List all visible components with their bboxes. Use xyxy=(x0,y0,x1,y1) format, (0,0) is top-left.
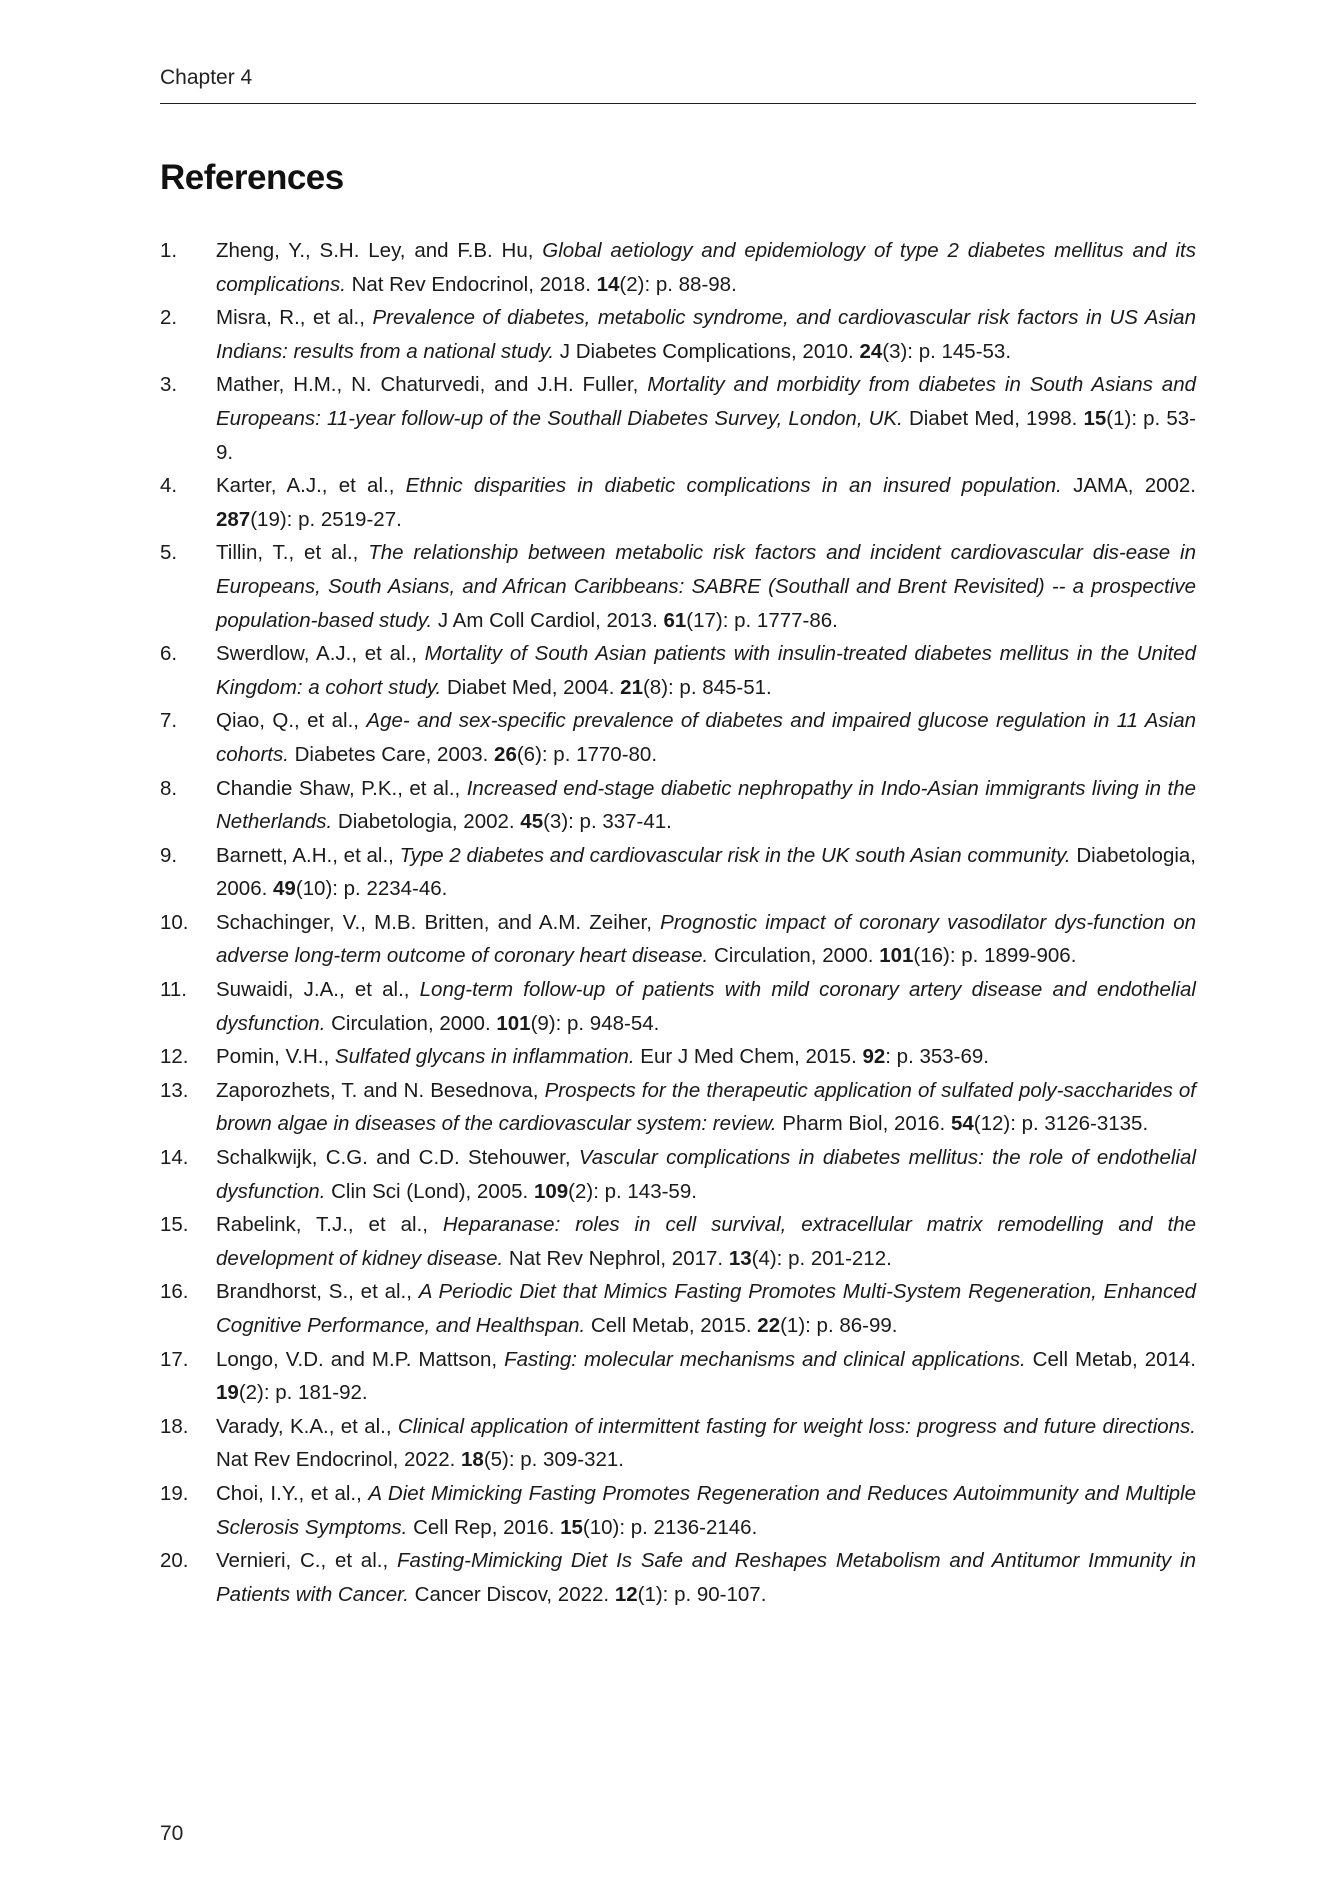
reference-source: Cell Rep, 2016. xyxy=(407,1515,561,1539)
reference-title: Ethnic disparities in diabetic complications in an insured population. xyxy=(405,474,1062,498)
reference-number: 14. xyxy=(160,1146,189,1170)
reference-pages: (3): p. 337-41. xyxy=(543,810,672,834)
reference-volume: 12 xyxy=(614,1582,638,1606)
section-title: References xyxy=(160,158,344,197)
reference-authors: Brandhorst, S., et al., xyxy=(216,1280,419,1304)
reference-pages: (6): p. 1770-80. xyxy=(516,742,658,766)
reference-number: 4. xyxy=(160,474,178,498)
reference-title: Type 2 diabetes and cardiovascular risk in the UK south Asian community. xyxy=(399,843,1071,867)
reference-number: 9. xyxy=(160,843,178,867)
reference-volume: 54 xyxy=(950,1112,974,1136)
reference-title: Clinical application of intermittent fasting for weight loss: progress and future directions. xyxy=(397,1414,1196,1438)
reference-source: J Diabetes Complications, 2010. xyxy=(554,339,860,363)
reference-pages: (2): p. 143-59. xyxy=(568,1179,697,1203)
reference-source: J Am Coll Cardiol, 2013. xyxy=(432,608,664,632)
reference-source: Eur J Med Chem, 2015. xyxy=(634,1045,863,1069)
reference-volume: 15 xyxy=(1083,406,1107,430)
reference-source: Circulation, 2000. xyxy=(708,944,880,968)
reference-number: 7. xyxy=(160,709,178,733)
reference-title: Mortality of South Asian patients with insulin-treated diabetes mellitus in the United Kingdom: a cohort study. xyxy=(216,642,1196,699)
reference-pages: (8): p. 845-51. xyxy=(642,675,772,699)
reference-item xyxy=(160,1544,1196,1611)
reference-authors: Mather, H.M., N. Chaturvedi, and J.H. Fuller, xyxy=(216,373,648,397)
reference-source: Pharm Biol, 2016. xyxy=(776,1112,951,1136)
reference-item xyxy=(160,1208,1196,1275)
reference-volume: 26 xyxy=(494,742,517,766)
reference-source: Nat Rev Endocrinol, 2018. xyxy=(345,272,597,296)
reference-volume: 24 xyxy=(859,339,883,363)
reference-pages: (3): p. 145-53. xyxy=(882,339,1012,363)
reference-item xyxy=(160,1343,1196,1410)
reference-list xyxy=(160,234,1196,1611)
reference-volume: 101 xyxy=(496,1011,531,1035)
reference-pages: (10): p. 2234-46. xyxy=(295,877,448,901)
reference-item xyxy=(160,1040,1196,1074)
reference-item xyxy=(160,368,1196,469)
reference-authors: Chandie Shaw, P.K., et al., xyxy=(216,776,467,800)
reference-pages: (2): p. 181-92. xyxy=(238,1381,368,1405)
reference-item xyxy=(160,1410,1196,1477)
reference-volume: 45 xyxy=(520,810,544,834)
reference-pages: (17): p. 1777-86. xyxy=(686,608,838,632)
reference-authors: Vernieri, C., et al., xyxy=(216,1549,397,1573)
reference-authors: Swerdlow, A.J., et al., xyxy=(216,642,425,666)
reference-number: 5. xyxy=(160,541,178,565)
reference-source: Cancer Discov, 2022. xyxy=(408,1582,615,1606)
reference-volume: 49 xyxy=(273,877,296,901)
reference-item xyxy=(160,637,1196,704)
reference-title: A Periodic Diet that Mimics Fasting Promotes Multi-System Regeneration, Enhanced Cognitive Performance, and Healthspan. xyxy=(216,1280,1197,1337)
reference-source: Circulation, 2000. xyxy=(325,1011,497,1035)
reference-authors: Pomin, V.H., xyxy=(216,1045,335,1069)
running-head: Chapter 4 xyxy=(160,66,253,89)
reference-authors: Karter, A.J., et al., xyxy=(216,474,406,498)
reference-authors: Longo, V.D. and M.P. Mattson, xyxy=(216,1347,505,1371)
reference-volume: 92 xyxy=(862,1045,886,1069)
reference-source: Diabet Med, 1998. xyxy=(902,406,1084,430)
reference-volume: 18 xyxy=(461,1448,484,1472)
reference-source: Diabetologia, 2006. xyxy=(216,843,1196,901)
reference-number: 6. xyxy=(160,642,178,666)
reference-number: 11. xyxy=(160,978,187,1002)
reference-authors: Schalkwijk, C.G. and C.D. Stehouwer, xyxy=(216,1146,579,1170)
reference-volume: 287 xyxy=(216,507,251,531)
reference-title: Prevalence of diabetes, metabolic syndrome, and cardiovascular risk factors in US Asian Indians: results from a national study. xyxy=(216,306,1196,363)
reference-title: Heparanase: roles in cell survival, extracellular matrix remodelling and the development of kidney disease. xyxy=(216,1213,1197,1270)
reference-title: A Diet Mimicking Fasting Promotes Regeneration and Reduces Autoimmunity and Multiple Sclerosis Symptoms. xyxy=(216,1481,1197,1539)
reference-number: 18. xyxy=(160,1414,189,1438)
reference-authors: Suwaidi, J.A., et al., xyxy=(216,978,420,1002)
reference-pages: (19): p. 2519-27. xyxy=(250,507,402,531)
reference-number: 10. xyxy=(160,910,189,934)
reference-item xyxy=(160,1074,1196,1141)
reference-volume: 109 xyxy=(533,1179,569,1203)
reference-item xyxy=(160,234,1196,301)
reference-item xyxy=(160,536,1196,637)
reference-item xyxy=(160,1477,1196,1544)
reference-volume: 61 xyxy=(663,608,687,632)
reference-number: 13. xyxy=(160,1078,189,1102)
reference-number: 16. xyxy=(160,1280,189,1304)
reference-title: Prognostic impact of coronary vasodilator dys-function on adverse long-term outcome of coronary heart disease. xyxy=(216,910,1197,968)
reference-number: 2. xyxy=(160,306,178,330)
reference-pages: (4): p. 201-212. xyxy=(751,1246,892,1270)
reference-source: Nat Rev Nephrol, 2017. xyxy=(503,1246,729,1270)
reference-authors: Tillin, T., et al., xyxy=(216,541,369,565)
reference-number: 19. xyxy=(160,1481,189,1505)
reference-authors: Schachinger, V., M.B. Britten, and A.M. Zeiher, xyxy=(216,910,661,934)
reference-title: Prospects for the therapeutic application of sulfated poly-saccharides of brown algae in diseases of the cardiovascular system: review. xyxy=(216,1078,1196,1136)
reference-pages: (1): p. 86-99. xyxy=(780,1314,898,1337)
reference-title: Age- and sex-specific prevalence of diabetes and impaired glucose regulation in 11 Asian cohorts. xyxy=(216,709,1197,766)
reference-pages: (5): p. 309-321. xyxy=(483,1448,624,1472)
reference-authors: Zaporozhets, T. and N. Besednova, xyxy=(216,1078,545,1102)
reference-pages: : p. 353-69. xyxy=(885,1045,989,1069)
reference-number: 3. xyxy=(160,373,178,397)
reference-title: Mortality and morbidity from diabetes in South Asians and Europeans: 11-year follow-up of the Southall Diabetes Survey, London, UK. xyxy=(216,373,1197,430)
reference-volume: 14 xyxy=(596,272,620,296)
reference-authors: Qiao, Q., et al., xyxy=(216,709,367,733)
reference-authors: Varady, K.A., et al., xyxy=(216,1414,398,1438)
reference-title: Fasting-Mimicking Diet Is Safe and Reshapes Metabolism and Antitumor Immunity in Patients with Cancer. xyxy=(216,1549,1196,1606)
reference-title: Global aetiology and epidemiology of type 2 diabetes mellitus and its complications. xyxy=(216,239,1196,296)
reference-number: 15. xyxy=(160,1213,189,1237)
header-rule xyxy=(160,103,1196,104)
reference-authors: Zheng, Y., S.H. Ley, and F.B. Hu, xyxy=(216,239,543,262)
reference-volume: 19 xyxy=(216,1381,239,1405)
reference-title: The relationship between metabolic risk factors and incident cardiovascular dis-ease in Europeans, South Asians, and African Caribbeans: SABRE (Southall and Brent Revisited) -- a prospective population-based study. xyxy=(216,541,1196,632)
reference-title: Sulfated glycans in inflammation. xyxy=(334,1045,635,1069)
reference-source: Cell Metab, 2014. xyxy=(1025,1347,1196,1371)
reference-item xyxy=(160,1275,1196,1342)
reference-pages: (9): p. 948-54. xyxy=(530,1011,660,1035)
reference-item xyxy=(160,301,1196,368)
reference-authors: Barnett, A.H., et al., xyxy=(216,843,400,867)
reference-volume: 15 xyxy=(560,1515,583,1539)
reference-title: Fasting: molecular mechanisms and clinical applications. xyxy=(504,1347,1026,1371)
page-number: 70 xyxy=(160,1822,184,1845)
reference-volume: 22 xyxy=(757,1314,781,1337)
reference-pages: (1): p. 53-9. xyxy=(216,406,1196,464)
reference-source: JAMA, 2002. xyxy=(1061,474,1197,498)
reference-item xyxy=(160,469,1196,536)
reference-item xyxy=(160,772,1196,839)
reference-authors: Rabelink, T.J., et al., xyxy=(216,1213,443,1237)
reference-number: 1. xyxy=(160,239,178,262)
reference-number: 17. xyxy=(160,1347,189,1371)
reference-pages: (16): p. 1899-906. xyxy=(913,944,1077,968)
reference-source: Diabetologia, 2002. xyxy=(332,810,521,834)
reference-item xyxy=(160,704,1196,771)
reference-number: 8. xyxy=(160,776,178,800)
reference-title: Increased end-stage diabetic nephropathy in Indo-Asian immigrants living in the Netherlands. xyxy=(216,776,1197,834)
reference-item xyxy=(160,973,1196,1040)
reference-pages: (2): p. 88-98. xyxy=(619,272,737,296)
reference-authors: Choi, I.Y., et al., xyxy=(216,1481,369,1505)
reference-pages: (10): p. 2136-2146. xyxy=(582,1515,758,1539)
reference-source: Diabet Med, 2004. xyxy=(441,675,621,699)
reference-volume: 13 xyxy=(728,1246,752,1270)
reference-number: 12. xyxy=(160,1045,189,1069)
reference-item xyxy=(160,1141,1196,1208)
reference-authors: Misra, R., et al., xyxy=(216,306,373,330)
reference-item xyxy=(160,906,1196,973)
reference-pages: (1): p. 90-107. xyxy=(637,1582,767,1606)
reference-title: Long-term follow-up of patients with mild coronary artery disease and endothelial dysfunction. xyxy=(216,978,1196,1035)
reference-pages: (12): p. 3126-3135. xyxy=(973,1112,1149,1136)
reference-source: Nat Rev Endocrinol, 2022. xyxy=(216,1448,461,1472)
reference-source: Cell Metab, 2015. xyxy=(585,1314,758,1337)
reference-title: Vascular complications in diabetes mellitus: the role of endothelial dysfunction. xyxy=(216,1146,1197,1203)
reference-source: Clin Sci (Lond), 2005. xyxy=(325,1179,534,1203)
reference-volume: 21 xyxy=(620,675,643,699)
reference-volume: 101 xyxy=(879,944,914,968)
reference-source: Diabetes Care, 2003. xyxy=(288,742,495,766)
reference-number: 20. xyxy=(160,1549,189,1573)
reference-item xyxy=(160,839,1196,906)
